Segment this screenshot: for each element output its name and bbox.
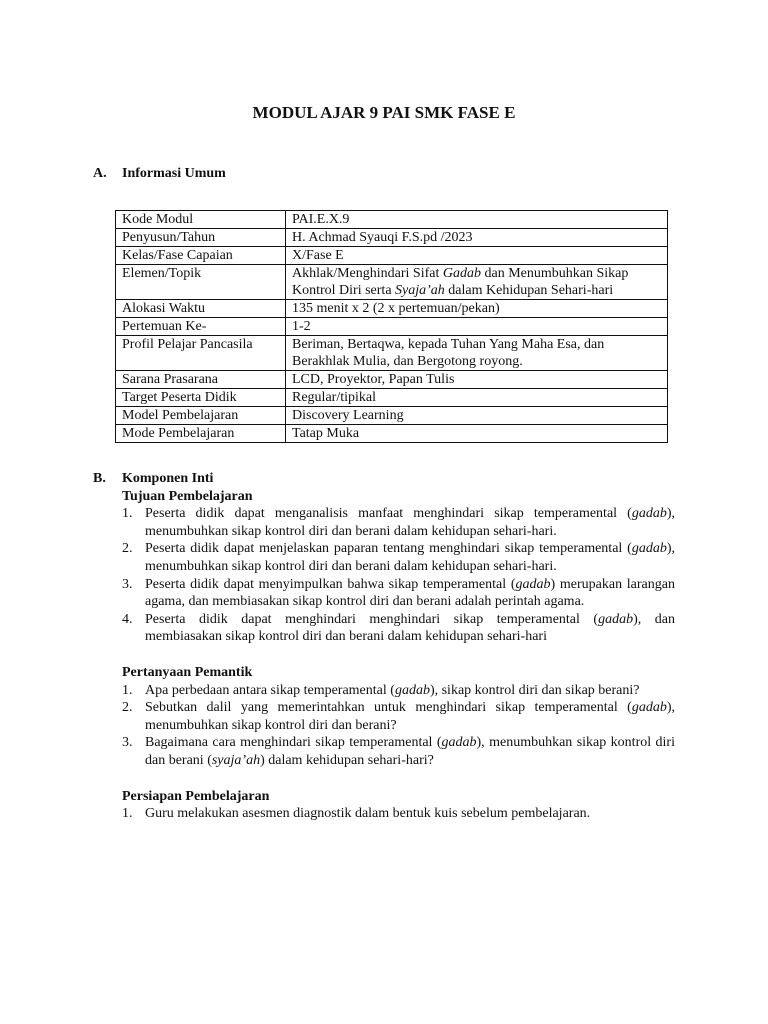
info-label: Sarana Prasarana bbox=[116, 371, 286, 389]
list-number: 3. bbox=[122, 735, 133, 751]
info-row bbox=[116, 211, 668, 229]
section-b-letter: B. bbox=[93, 471, 106, 486]
info-value: 1-2 bbox=[286, 318, 668, 336]
info-row bbox=[116, 407, 668, 425]
list-item-text: Bagaimana cara menghindari sikap temperamental (gadab), menumbuhkan sikap kontrol diri dan berani (syaja’ah) dalam kehidupan sehari-hari? bbox=[145, 735, 675, 768]
list-item-text: Guru melakukan asesmen diagnostik dalam bentuk kuis sebelum pembelajaran. bbox=[145, 806, 591, 822]
info-label: Elemen/Topik bbox=[116, 265, 286, 300]
section-b-title: Komponen Inti bbox=[122, 471, 214, 486]
info-label: Model Pembelajaran bbox=[116, 407, 286, 425]
info-value: Tatap Muka bbox=[286, 425, 668, 443]
pemantik-list bbox=[93, 682, 675, 770]
info-row bbox=[116, 300, 668, 318]
list-item-text: Peserta didik dapat menyimpulkan bahwa sikap temperamental (gadab) merupakan larangan agama, dan membiasakan sikap kontrol diri dan berani adalah perintah agama. bbox=[145, 576, 675, 610]
section-b-heading bbox=[93, 470, 675, 488]
document-title: MODUL AJAR 9 PAI SMK FASE E bbox=[252, 103, 516, 122]
info-label: Penyusun/Tahun bbox=[116, 229, 286, 247]
info-row bbox=[116, 229, 668, 247]
tujuan-item bbox=[122, 611, 675, 646]
info-value: X/Fase E bbox=[286, 247, 668, 265]
list-item-text: Sebutkan dalil yang memerintahkan untuk menghindari sikap temperamental (gadab), menumbuhkan sikap kontrol diri dan berani? bbox=[145, 700, 675, 733]
tujuan-item bbox=[122, 540, 675, 575]
list-number: 1. bbox=[122, 682, 133, 698]
tujuan-item bbox=[122, 576, 675, 611]
info-value: 135 menit x 2 (2 x pertemuan/pekan) bbox=[286, 300, 668, 318]
info-value: LCD, Proyektor, Papan Tulis bbox=[286, 371, 668, 389]
info-value: Discovery Learning bbox=[286, 407, 668, 425]
info-value: Akhlak/Menghindari Sifat Gadab dan Menumbuhkan Sikap Kontrol Diri serta Syaja’ah dalam Kehidupan Sehari-hari bbox=[286, 265, 668, 300]
tujuan-item bbox=[122, 505, 675, 540]
list-number: 4. bbox=[122, 611, 133, 627]
list-number: 2. bbox=[122, 700, 133, 716]
section-a-title: Informasi Umum bbox=[122, 166, 226, 181]
info-row bbox=[116, 247, 668, 265]
pemantik-item bbox=[122, 682, 675, 700]
list-item-text: Peserta didik dapat menganalisis manfaat menghindari sikap temperamental (gadab), menumbuhkan sikap kontrol diri dan berani dalam kehidupan sehari-hari. bbox=[145, 506, 675, 539]
info-label: Kode Modul bbox=[116, 211, 286, 229]
info-row bbox=[116, 371, 668, 389]
list-number: 1. bbox=[122, 806, 133, 822]
info-label: Target Peserta Didik bbox=[116, 389, 286, 407]
info-row bbox=[116, 265, 668, 300]
tujuan-list bbox=[93, 505, 675, 646]
info-label: Pertemuan Ke- bbox=[116, 318, 286, 336]
info-value: Beriman, Bertaqwa, kepada Tuhan Yang Maha Esa, dan Berakhlak Mulia, dan Bergotong royong. bbox=[286, 336, 668, 371]
pemantik-item bbox=[122, 734, 675, 769]
info-value: H. Achmad Syauqi F.S.pd /2023 bbox=[286, 229, 668, 247]
info-row bbox=[116, 389, 668, 407]
info-table bbox=[115, 210, 668, 443]
info-label: Alokasi Waktu bbox=[116, 300, 286, 318]
list-item-text: Peserta didik dapat menjelaskan paparan tentang menghindari sikap temperamental (gadab), menumbuhkan sikap kontrol diri dan berani dalam kehidupan sehari-hari. bbox=[145, 541, 675, 574]
persiapan-list bbox=[93, 805, 675, 823]
list-item-text: Peserta didik dapat menghindari menghindari sikap temperamental (gadab), dan membiasakan sikap kontrol diri dan berani dalam kehidupan sehari-hari bbox=[145, 611, 675, 645]
info-value: Regular/tipikal bbox=[286, 389, 668, 407]
info-row bbox=[116, 336, 668, 371]
section-a-letter: A. bbox=[93, 166, 107, 181]
info-label: Kelas/Fase Capaian bbox=[116, 247, 286, 265]
info-row bbox=[116, 425, 668, 443]
info-label: Profil Pelajar Pancasila bbox=[116, 336, 286, 371]
info-row bbox=[116, 318, 668, 336]
info-label: Mode Pembelajaran bbox=[116, 425, 286, 443]
list-number: 1. bbox=[122, 506, 133, 522]
tujuan-heading: Tujuan Pembelajaran bbox=[122, 488, 253, 504]
pemantik-item bbox=[122, 699, 675, 734]
section-a-heading bbox=[93, 165, 226, 183]
pemantik-heading: Pertanyaan Pemantik bbox=[122, 664, 253, 680]
list-number: 3. bbox=[122, 576, 133, 592]
section-b bbox=[93, 470, 675, 823]
list-number: 2. bbox=[122, 541, 133, 557]
info-value: PAI.E.X.9 bbox=[286, 211, 668, 229]
list-item-text: Apa perbedaan antara sikap temperamental (gadab), sikap kontrol diri dan sikap berani? bbox=[145, 682, 640, 698]
persiapan-heading: Persiapan Pembelajaran bbox=[122, 788, 270, 804]
persiapan-item bbox=[122, 805, 675, 823]
